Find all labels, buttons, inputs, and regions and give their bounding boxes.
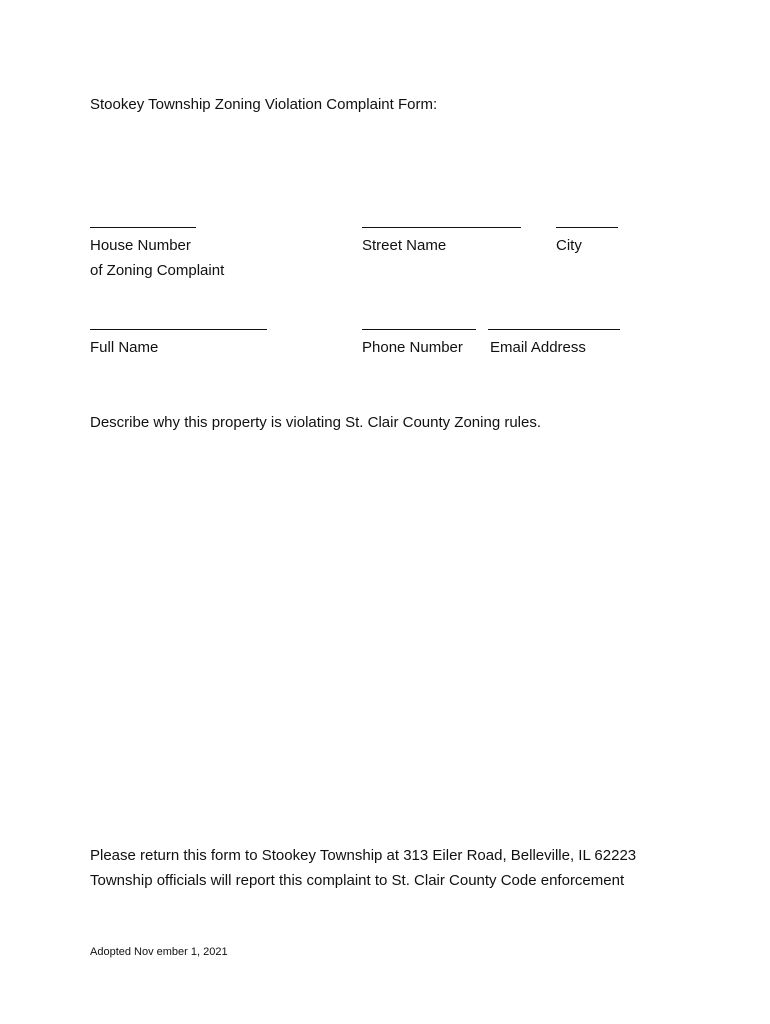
description-area[interactable] — [90, 440, 690, 830]
full-name-label: Full Name — [90, 339, 159, 356]
report-note: Township officials will report this complaint to St. Clair County Code enforcement — [90, 872, 625, 889]
return-instructions: Please return this form to Stookey Township at 313 Eiler Road, Belleville, IL 62223 — [90, 847, 637, 864]
email-address-label: Email Address — [490, 339, 586, 356]
email-address-line[interactable] — [488, 329, 620, 330]
adopted-date-footer: Adopted Nov ember 1, 2021 — [90, 946, 228, 958]
city-label: City — [556, 237, 582, 254]
house-number-line[interactable] — [90, 227, 196, 228]
phone-number-label: Phone Number — [362, 339, 463, 356]
street-name-label: Street Name — [362, 237, 447, 254]
form-title: Stookey Township Zoning Violation Complaint Form: — [90, 96, 438, 113]
describe-prompt: Describe why this property is violating St. Clair County Zoning rules. — [90, 414, 542, 431]
street-name-line[interactable] — [362, 227, 521, 228]
full-name-line[interactable] — [90, 329, 267, 330]
house-number-label: House Number — [90, 237, 191, 254]
house-number-sublabel: of Zoning Complaint — [90, 262, 225, 279]
phone-number-line[interactable] — [362, 329, 476, 330]
city-line[interactable] — [556, 227, 618, 228]
